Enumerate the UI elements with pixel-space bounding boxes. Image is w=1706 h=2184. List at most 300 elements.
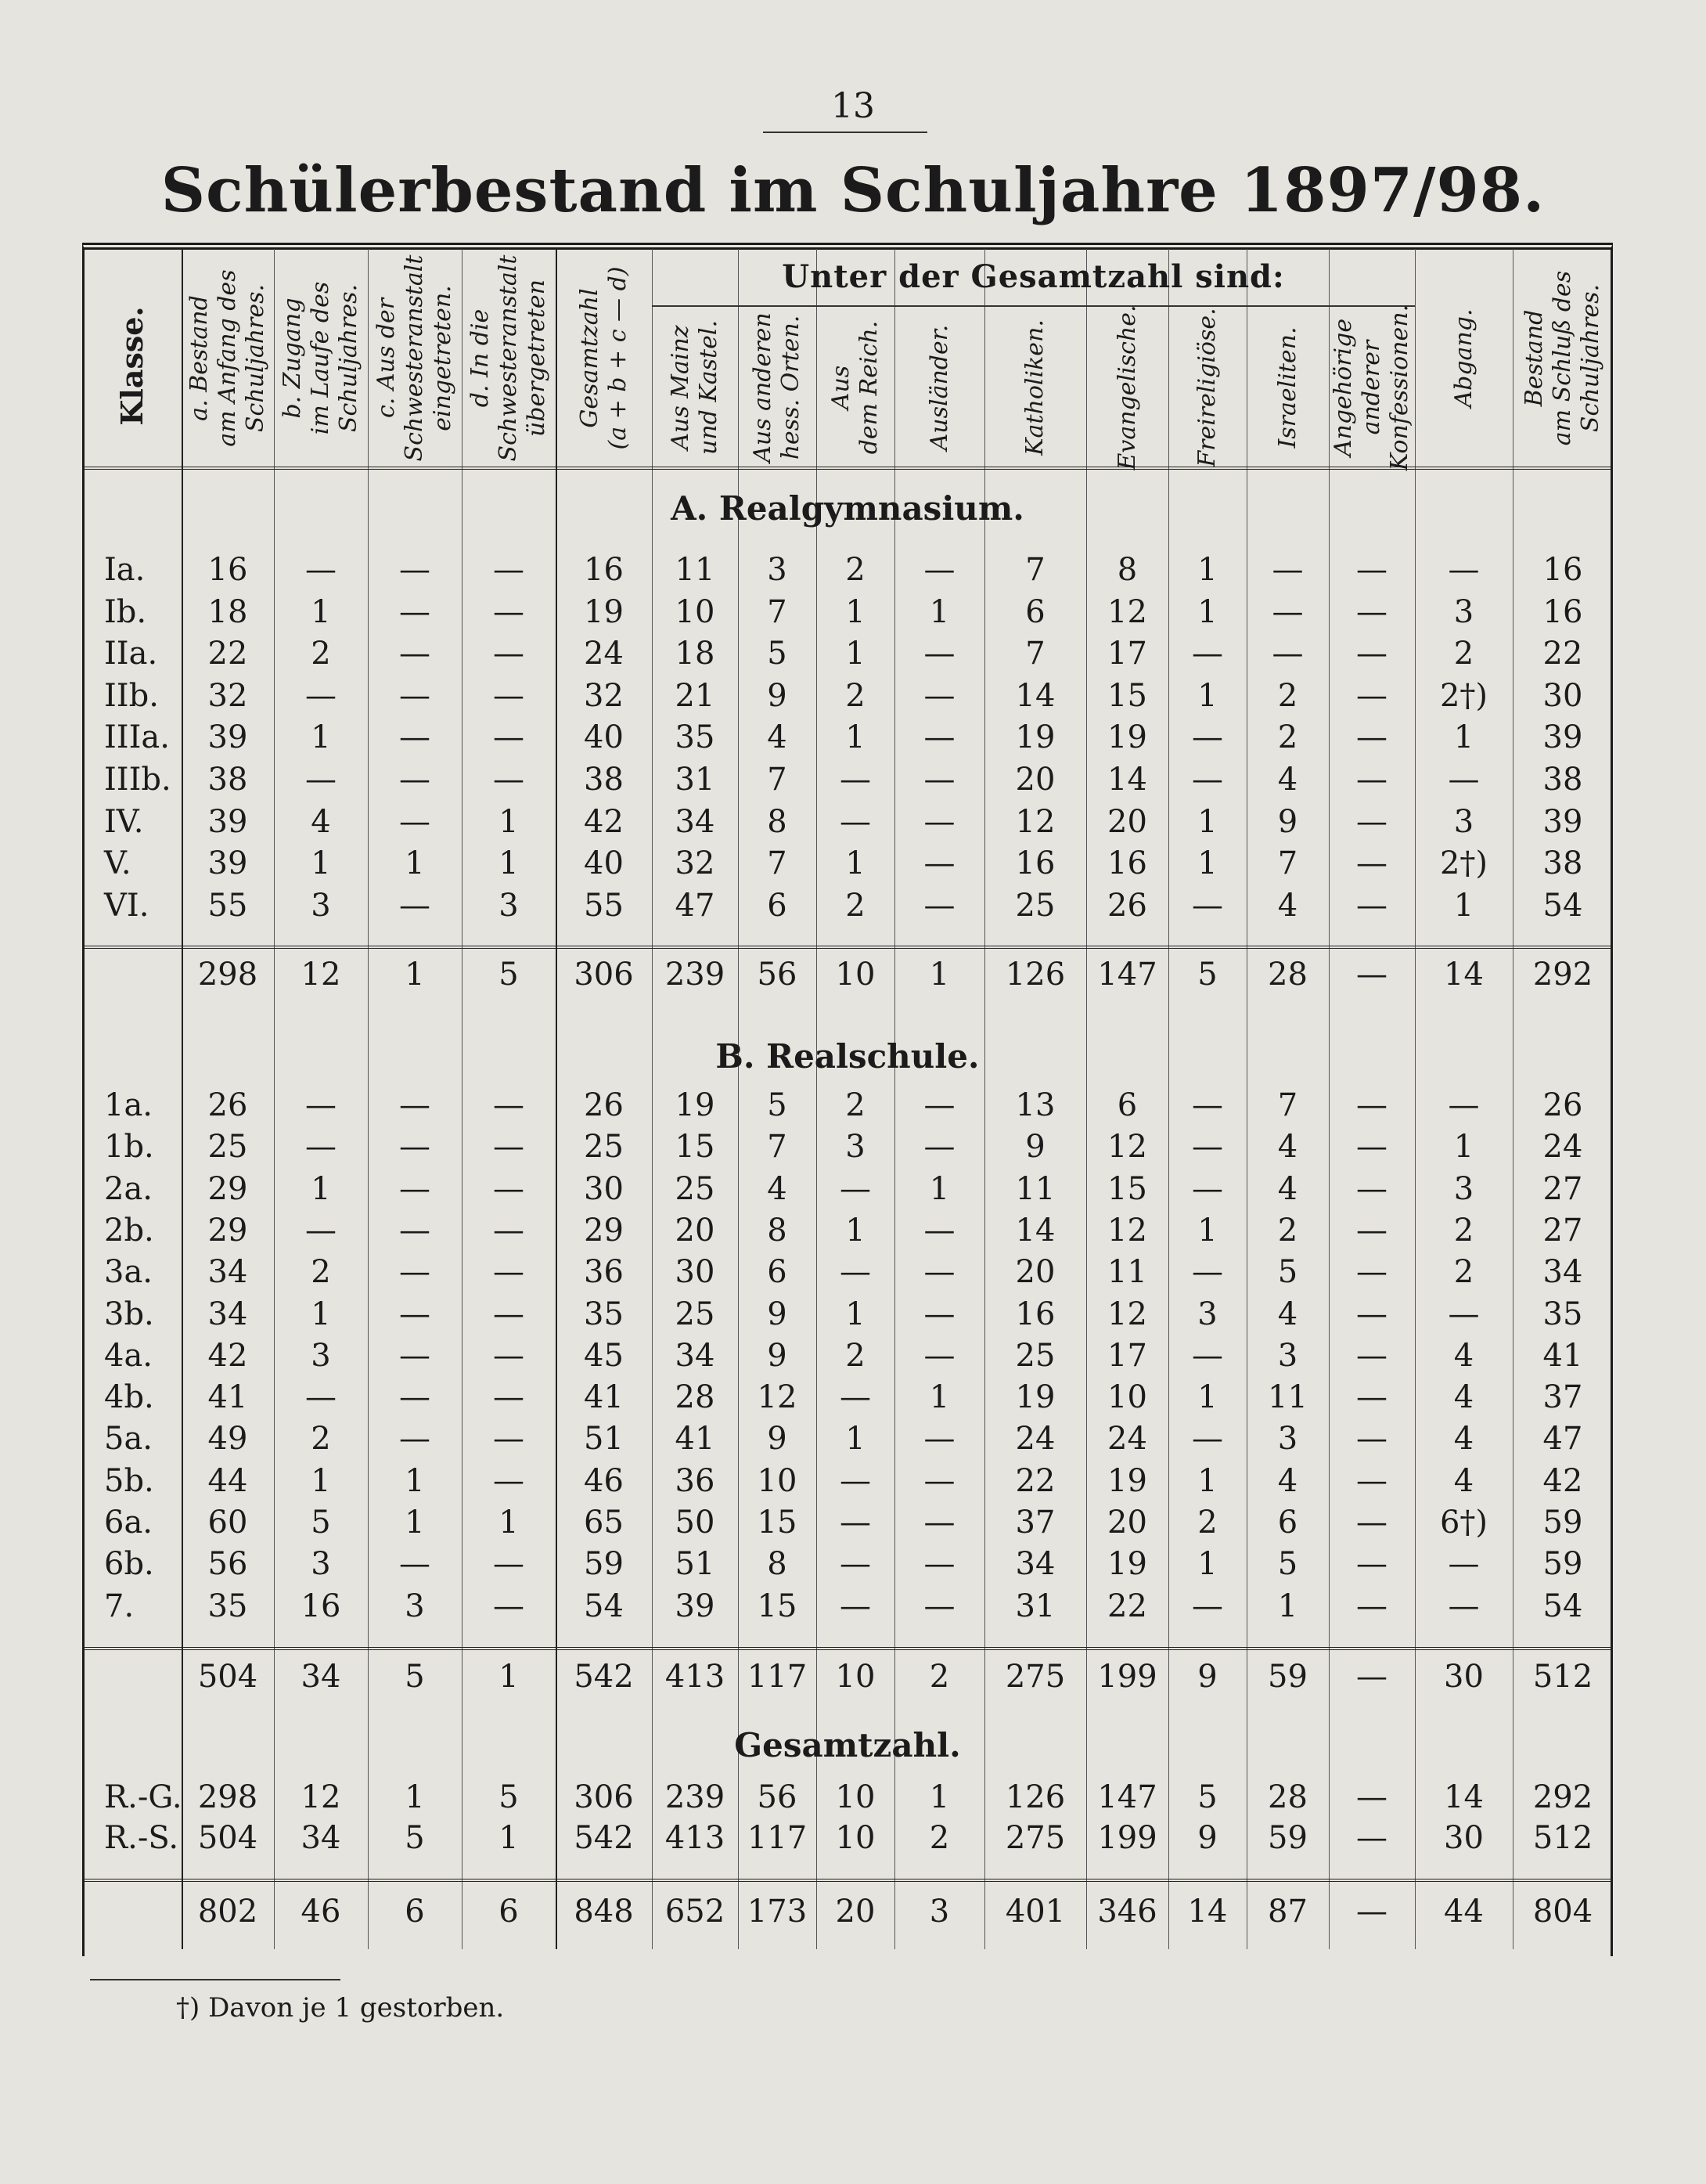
column-header-andere (1329, 304, 1415, 471)
cell-an: — (1356, 719, 1387, 756)
column-header-line: und Kastel. (695, 319, 722, 456)
cell-is: 11 (1268, 1379, 1308, 1416)
cell-m: 413 (664, 1659, 725, 1695)
column-header-line: Katholiken. (1021, 319, 1049, 456)
cell-m: 28 (675, 1379, 715, 1416)
cell-ev: 12 (1107, 1296, 1147, 1332)
cell-b: 34 (301, 1659, 341, 1695)
cell-g: 306 (574, 957, 634, 993)
cell-c: — (399, 887, 430, 924)
cell-au: — (923, 1254, 956, 1291)
cell-ev: 17 (1107, 1337, 1147, 1374)
column-header-line: Ausländer. (925, 324, 953, 451)
cell-k: IIa. (104, 636, 158, 672)
cell-h: 4 (767, 719, 787, 756)
cell-a: 41 (207, 1379, 248, 1416)
cell-au: — (923, 1129, 956, 1166)
cell-ev: 12 (1107, 593, 1147, 630)
column-header-reich (816, 313, 894, 462)
cell-b: 2 (311, 636, 331, 672)
column-header-klasse (82, 270, 182, 462)
cell-an: — (1356, 1212, 1387, 1249)
cell-r: 1 (845, 1296, 866, 1332)
cell-r: — (840, 803, 871, 840)
cell-b: — (305, 1212, 337, 1249)
cell-g: 848 (574, 1894, 634, 1930)
cell-s: 512 (1532, 1659, 1593, 1695)
cell-c: 6 (405, 1894, 425, 1930)
cell-au: — (923, 1588, 956, 1624)
cell-k: 7. (104, 1588, 135, 1624)
column-header-line: eingetreten. (429, 285, 456, 431)
cell-b: — (305, 1379, 337, 1416)
cell-is: 7 (1277, 845, 1298, 882)
cell-an: — (1356, 636, 1387, 672)
cell-h: 117 (747, 1820, 808, 1856)
cell-s: 16 (1542, 552, 1583, 588)
cell-r: 1 (845, 719, 866, 756)
cell-b: — (305, 1129, 337, 1166)
cell-a: 35 (207, 1588, 248, 1624)
cell-fr: 1 (1197, 552, 1218, 588)
column-header-line: Freireligiöse. (1193, 308, 1221, 467)
table-row (82, 1085, 1613, 1126)
cell-ab: 1 (1453, 719, 1474, 756)
cell-ev: 15 (1107, 677, 1147, 714)
cell-h: 9 (767, 677, 787, 714)
cell-d: 6 (498, 1894, 519, 1930)
cell-k: R.-G. (104, 1779, 182, 1815)
cell-au: 1 (929, 1779, 950, 1815)
cell-fr: — (1192, 719, 1223, 756)
cell-d: — (493, 1546, 524, 1583)
cell-is: 28 (1268, 1779, 1308, 1815)
cell-r: 10 (835, 1779, 876, 1815)
cell-ka: 275 (1005, 1820, 1066, 1856)
cell-ev: 26 (1107, 887, 1147, 924)
sum-row-realgymnasium (82, 954, 1613, 995)
cell-ev: 20 (1107, 1505, 1147, 1541)
cell-fr: 2 (1197, 1505, 1218, 1541)
cell-au: — (923, 636, 956, 672)
cell-an: — (1356, 762, 1387, 798)
column-header-abgang (1415, 254, 1513, 462)
cell-fr: — (1192, 887, 1223, 924)
cell-c: — (399, 677, 430, 714)
cell-a: 39 (207, 803, 248, 840)
cell-ab: 2 (1453, 636, 1474, 672)
column-header-ges (556, 254, 652, 462)
cell-a: 49 (207, 1421, 248, 1458)
cell-is: 5 (1277, 1546, 1298, 1583)
cell-ab: 30 (1444, 1659, 1484, 1695)
table-row (82, 1502, 1613, 1543)
sum-rule (82, 1647, 1613, 1650)
cell-s: 38 (1542, 762, 1583, 798)
cell-d: — (493, 1087, 524, 1123)
cell-ka: 6 (1025, 593, 1046, 630)
cell-an: — (1356, 593, 1387, 630)
cell-fr: — (1192, 762, 1223, 798)
cell-k: 1a. (104, 1087, 153, 1123)
page-title: Schülerbestand im Schuljahre 1897/98. (160, 155, 1546, 226)
cell-g: 38 (584, 762, 624, 798)
cell-an: — (1356, 1820, 1387, 1856)
cell-b: 1 (311, 719, 331, 756)
cell-m: 47 (675, 887, 715, 924)
cell-h: 12 (757, 1379, 797, 1416)
cell-s: 26 (1542, 1087, 1583, 1123)
group-header-rule (652, 305, 1415, 307)
cell-g: 65 (584, 1505, 624, 1541)
column-header-katholiken (984, 313, 1086, 462)
cell-b: 5 (311, 1505, 331, 1541)
column-header-line: am Anfang des (214, 269, 241, 447)
cell-d: — (493, 1296, 524, 1332)
cell-au: — (923, 719, 956, 756)
cell-a: 34 (207, 1296, 248, 1332)
cell-d: — (493, 762, 524, 798)
cell-s: 54 (1542, 1588, 1583, 1624)
cell-an: — (1356, 1379, 1387, 1416)
cell-is: 28 (1268, 957, 1308, 993)
cell-m: 36 (675, 1462, 715, 1499)
cell-k: 4a. (104, 1337, 153, 1374)
cell-h: 9 (767, 1421, 787, 1458)
cell-au: — (923, 1087, 956, 1123)
cell-is: 87 (1268, 1894, 1308, 1930)
table-row (82, 885, 1613, 926)
cell-is: 1 (1277, 1588, 1298, 1624)
cell-m: 413 (664, 1820, 725, 1856)
cell-ab: 3 (1453, 1170, 1474, 1207)
cell-s: 39 (1542, 719, 1583, 756)
cell-m: 35 (675, 719, 715, 756)
cell-r: — (840, 1546, 871, 1583)
cell-c: — (399, 1421, 430, 1458)
cell-s: 59 (1542, 1505, 1583, 1541)
cell-c: — (399, 593, 430, 630)
cell-k: 3a. (104, 1254, 153, 1291)
cell-b: 1 (311, 1462, 331, 1499)
cell-a: 29 (207, 1170, 248, 1207)
cell-an: — (1356, 552, 1387, 588)
cell-c: — (399, 1129, 430, 1166)
cell-c: 1 (405, 1505, 425, 1541)
footnote-rule (90, 1979, 340, 1980)
cell-b: — (305, 677, 337, 714)
cell-c: — (399, 719, 430, 756)
cell-r: 2 (845, 677, 866, 714)
table-row (82, 1777, 1613, 1818)
cell-d: — (493, 1337, 524, 1374)
cell-a: 26 (207, 1087, 248, 1123)
cell-is: 3 (1277, 1337, 1298, 1374)
cell-b: 1 (311, 593, 331, 630)
cell-g: 36 (584, 1254, 624, 1291)
cell-fr: 1 (1197, 677, 1218, 714)
cell-ev: 199 (1097, 1820, 1157, 1856)
cell-b: 1 (311, 845, 331, 882)
cell-g: 42 (584, 803, 624, 840)
table-row (82, 759, 1613, 800)
cell-s: 24 (1542, 1129, 1583, 1166)
column-header-line: (a + b + c — d) (603, 266, 632, 450)
cell-r: — (840, 1254, 871, 1291)
cell-ka: 13 (1015, 1087, 1056, 1123)
footnote: †) Davon je 1 gestorben. (176, 1992, 505, 2024)
cell-ab: 2 (1453, 1212, 1474, 1249)
cell-au: 2 (929, 1659, 950, 1695)
cell-au: — (923, 1337, 956, 1374)
cell-fr: 1 (1197, 845, 1218, 882)
cell-an: — (1356, 1588, 1387, 1624)
cell-c: 1 (405, 1462, 425, 1499)
cell-au: 2 (929, 1820, 950, 1856)
cell-au: 1 (929, 957, 950, 993)
cell-ab: 2 (1453, 1254, 1474, 1291)
cell-m: 34 (675, 1337, 715, 1374)
cell-a: 16 (207, 552, 248, 588)
cell-ab: 1 (1453, 1129, 1474, 1166)
cell-g: 55 (584, 887, 624, 924)
sum-row-realschule (82, 1656, 1613, 1697)
cell-g: 19 (584, 593, 624, 630)
cell-ka: 16 (1015, 1296, 1056, 1332)
cell-d: — (493, 1170, 524, 1207)
cell-is: 2 (1277, 719, 1298, 756)
cell-k: 1b. (104, 1129, 154, 1166)
cell-d: — (493, 1588, 524, 1624)
column-header-line: Bestand (1521, 309, 1548, 407)
column-header-line: c. Aus der (373, 297, 400, 419)
cell-ka: 16 (1015, 845, 1056, 882)
column-header-hess (738, 313, 816, 462)
cell-b: — (305, 1087, 337, 1123)
cell-c: — (399, 552, 430, 588)
cell-ab: 2†) (1439, 845, 1488, 882)
column-header-b (274, 254, 368, 462)
table-row (82, 802, 1613, 842)
cell-h: 15 (757, 1505, 797, 1541)
cell-r: 1 (845, 1212, 866, 1249)
column-header-line: Schwesteranstalt (495, 254, 522, 462)
cell-is: 4 (1277, 1462, 1298, 1499)
cell-ev: 11 (1107, 1254, 1147, 1291)
cell-au: — (923, 762, 956, 798)
column-header-freireligioese (1168, 308, 1247, 467)
cell-b: 3 (311, 1337, 331, 1374)
cell-k: V. (104, 845, 131, 882)
column-header-line: dem Reich. (855, 320, 883, 455)
cell-ev: 12 (1107, 1212, 1147, 1249)
cell-c: — (399, 636, 430, 672)
cell-a: 42 (207, 1337, 248, 1374)
cell-ab: 4 (1453, 1379, 1474, 1416)
column-header-line: a. Bestand (185, 295, 213, 421)
cell-r: 10 (835, 1659, 876, 1695)
cell-is: 59 (1268, 1820, 1308, 1856)
cell-au: — (923, 1212, 956, 1249)
cell-a: 44 (207, 1462, 248, 1499)
column-header-a (182, 254, 274, 462)
column-header-line: Schuljahres. (335, 283, 362, 433)
cell-r: 2 (845, 552, 866, 588)
cell-s: 30 (1542, 677, 1583, 714)
cell-m: 32 (675, 845, 715, 882)
cell-au: 1 (929, 1170, 950, 1207)
cell-ab: 4 (1453, 1462, 1474, 1499)
cell-ka: 9 (1025, 1129, 1046, 1166)
cell-m: 31 (675, 762, 715, 798)
cell-m: 18 (675, 636, 715, 672)
cell-a: 32 (207, 677, 248, 714)
cell-ev: 24 (1107, 1421, 1147, 1458)
cell-is: 2 (1277, 1212, 1298, 1249)
cell-g: 25 (584, 1129, 624, 1166)
cell-is: 3 (1277, 1421, 1298, 1458)
cell-d: 1 (498, 845, 519, 882)
cell-c: 3 (405, 1588, 425, 1624)
cell-a: 802 (197, 1894, 258, 1930)
cell-an: — (1356, 1421, 1387, 1458)
cell-an: — (1356, 1505, 1387, 1541)
cell-ab: — (1448, 1296, 1480, 1332)
cell-r: 10 (835, 957, 876, 993)
cell-an: — (1356, 1546, 1387, 1583)
cell-b: 2 (311, 1254, 331, 1291)
cell-ka: 11 (1015, 1170, 1056, 1207)
cell-au: — (923, 1421, 956, 1458)
cell-g: 46 (584, 1462, 624, 1499)
cell-d: — (493, 719, 524, 756)
cell-m: 51 (675, 1546, 715, 1583)
cell-g: 35 (584, 1296, 624, 1332)
cell-an: — (1356, 887, 1387, 924)
cell-ka: 19 (1015, 1379, 1056, 1416)
cell-h: 10 (757, 1462, 797, 1499)
cell-g: 51 (584, 1421, 624, 1458)
cell-is: 4 (1277, 1296, 1298, 1332)
cell-m: 15 (675, 1129, 715, 1166)
cell-is: 2 (1277, 677, 1298, 714)
cell-fr: — (1192, 1170, 1223, 1207)
cell-s: 292 (1532, 1779, 1593, 1815)
cell-ev: 6 (1117, 1087, 1138, 1123)
cell-g: 29 (584, 1212, 624, 1249)
cell-an: — (1356, 845, 1387, 882)
cell-ka: 20 (1015, 1254, 1056, 1291)
cell-r: — (840, 1462, 871, 1499)
cell-s: 27 (1542, 1212, 1583, 1249)
page-number: 13 (831, 86, 875, 126)
cell-au: — (923, 677, 956, 714)
column-header-auslaender (894, 313, 984, 462)
cell-c: — (399, 1296, 430, 1332)
cell-m: 20 (675, 1212, 715, 1249)
cell-k: Ib. (104, 593, 147, 630)
cell-d: — (493, 1254, 524, 1291)
cell-c: — (399, 1337, 430, 1374)
cell-h: 9 (767, 1337, 787, 1374)
column-header-line: Gesamtzahl (575, 288, 603, 428)
page-number-rule (763, 132, 927, 133)
cell-g: 54 (584, 1588, 624, 1624)
cell-d: 3 (498, 887, 519, 924)
cell-b: 3 (311, 1546, 331, 1583)
cell-m: 19 (675, 1087, 715, 1123)
table-row (82, 1586, 1613, 1627)
cell-h: 56 (757, 957, 797, 993)
cell-fr: — (1192, 1421, 1223, 1458)
cell-k: VI. (104, 887, 149, 924)
cell-ka: 401 (1005, 1894, 1066, 1930)
cell-an: — (1356, 1894, 1387, 1930)
cell-m: 652 (664, 1894, 725, 1930)
cell-ka: 14 (1015, 1212, 1056, 1249)
cell-ev: 17 (1107, 636, 1147, 672)
cell-au: 1 (929, 1379, 950, 1416)
cell-k: 5b. (104, 1462, 154, 1499)
cell-is: 4 (1277, 887, 1298, 924)
cell-a: 39 (207, 719, 248, 756)
cell-r: 10 (835, 1820, 876, 1856)
table-row (82, 1377, 1613, 1418)
cell-r: 1 (845, 636, 866, 672)
cell-h: 173 (747, 1894, 808, 1930)
cell-c: — (399, 1546, 430, 1583)
cell-h: 5 (767, 1087, 787, 1123)
cell-fr: 1 (1197, 1462, 1218, 1499)
cell-r: 2 (845, 1337, 866, 1374)
sum-rule (82, 946, 1613, 949)
cell-g: 45 (584, 1337, 624, 1374)
column-header-line: hess. Orten. (777, 315, 804, 460)
cell-ab: — (1448, 1588, 1480, 1624)
cell-ka: 7 (1025, 636, 1046, 672)
cell-g: 306 (574, 1779, 634, 1815)
cell-h: 117 (747, 1659, 808, 1695)
cell-k: Ia. (104, 552, 146, 588)
cell-is: 7 (1277, 1087, 1298, 1123)
cell-s: 512 (1532, 1820, 1593, 1856)
cell-au: — (923, 1546, 956, 1583)
cell-a: 55 (207, 887, 248, 924)
cell-d: 5 (498, 1779, 519, 1815)
cell-fr: 5 (1197, 957, 1218, 993)
cell-d: — (493, 636, 524, 672)
cell-au: — (923, 1296, 956, 1332)
cell-s: 37 (1542, 1379, 1583, 1416)
cell-fr: 5 (1197, 1779, 1218, 1815)
cell-g: 40 (584, 845, 624, 882)
cell-m: 239 (664, 1779, 725, 1815)
cell-c: — (399, 1212, 430, 1249)
cell-h: 56 (757, 1779, 797, 1815)
column-header-line: Abgang. (1449, 308, 1477, 408)
cell-ev: 14 (1107, 762, 1147, 798)
cell-d: — (493, 1129, 524, 1166)
cell-a: 39 (207, 845, 248, 882)
cell-fr: — (1192, 1254, 1223, 1291)
column-header-line: Aus anderen (749, 312, 776, 463)
cell-ka: 34 (1015, 1546, 1056, 1583)
cell-fr: — (1192, 636, 1223, 672)
cell-h: 8 (767, 803, 787, 840)
cell-m: 41 (675, 1421, 715, 1458)
cell-h: 4 (767, 1170, 787, 1207)
cell-g: 16 (584, 552, 624, 588)
